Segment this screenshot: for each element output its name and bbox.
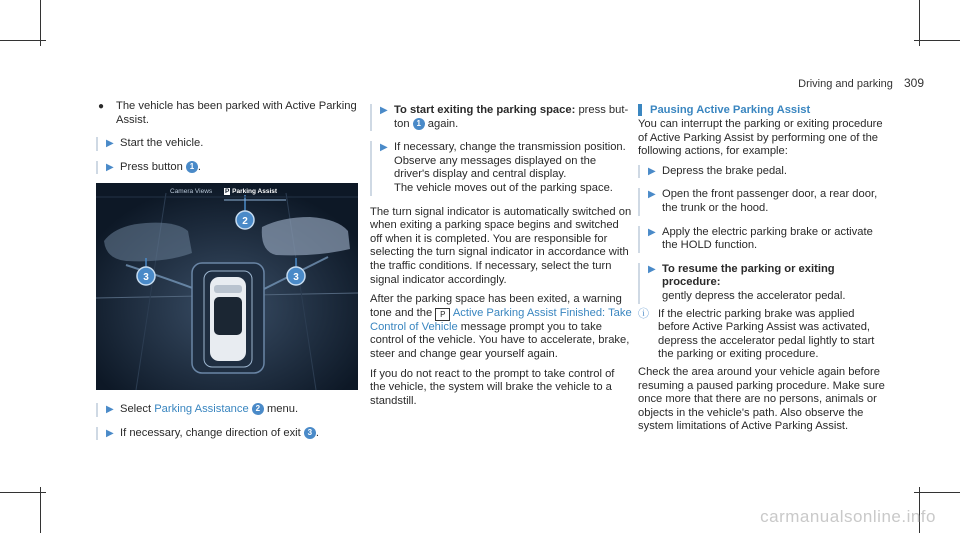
intro-paragraph: You can interrupt the parking or exiting procedure of Active Parking Assist by performing one of the following actions, for example: [638,118,883,158]
section-heading: Pausing Active Parking Assist [638,104,888,116]
callout-number: 1 [413,118,425,130]
callout-number: 3 [304,427,316,439]
option-parking-brake: ▶ Apply the electric parking brake or activate the HOLD function. [638,226,888,253]
bullet-icon: ● [98,101,105,112]
screen-illustration [96,183,358,390]
step-select-parking-assistance: ▶ Select Parking Assistance 2 menu. [96,403,358,417]
step-press-button: ▶ Press button 1 . [96,161,358,175]
crop-mark [914,40,960,41]
arrow-right-icon: ▶ [648,263,656,275]
svg-text:3: 3 [143,272,149,283]
crop-mark [914,492,960,493]
message-link: Active Parking Assist Finished: Take Control of Vehicle [370,306,632,333]
step-change-transmission: ▶ If necessary, change the transmission position. Observe any messages displayed on the driver's display and central display. The vehicle moves out of the parking space. [370,141,632,195]
turn-signal-paragraph: The turn signal indicator is automatically switched on when exiting a parking space begins and switched off when it is completed. You are responsible for selecting the turn signal indicator in accordance with the traffic conditions. If necessary, select the turn signal indicator accordingly. [370,205,632,286]
arrow-right-icon: ▶ [106,138,114,150]
callout-3-right [287,267,305,285]
intro-bullet: ● The vehicle has been parked with Active Parking Assist. [98,100,357,126]
parking-assist-icon: P [224,188,230,195]
arrow-right-icon: ▶ [380,142,388,154]
crop-mark [40,487,41,533]
column-1 [96,100,358,184]
step-change-direction: ▶ If necessary, change direction of exit 3 . [96,427,358,441]
info-note: ⓘ If the electric parking brake was applied before Active Parking Assist was activated, depress the accelerator pedal lightly to start the parking or exiting procedure. [638,307,875,361]
callout-3-left [137,267,155,285]
step-start-exiting: ▶ To start exiting the parking space: press button 1 again. [370,104,632,131]
option-door: ▶ Open the front passenger door, a rear door, the trunk or the hood. [638,188,888,215]
parking-assist-screen-image [96,183,358,390]
parking-assistance-link: Parking Assistance [154,403,249,415]
no-reaction-paragraph: If you do not react to the prompt to take control of the vehicle, the system will brake the vehicle to a standstill. [370,367,615,407]
info-icon: ⓘ [638,307,649,320]
arrow-right-icon: ▶ [380,105,388,116]
column-1-lower [96,403,358,450]
step-resume: ▶ To resume the parking or exiting procedure: gently depress the accelerator pedal. [638,263,888,304]
svg-text:3: 3 [293,272,299,283]
arrow-right-icon: ▶ [106,404,114,415]
after-exit-paragraph: After the parking space has been exited, a warning tone and the P Active Parking Assist Finished: Take Control of Vehicle message prompt you to take control of the vehicle. You have to accelerate, brake, steer and change gear yourself again. [370,293,632,360]
page-number: 309 [903,76,924,90]
watermark: carmanualsonline.info [760,507,936,526]
section-title: Driving and parking [798,78,893,90]
tab-camera-views[interactable]: Camera Views [170,188,213,195]
parking-assist-icon: P [435,308,450,321]
running-header [798,76,924,90]
callout-number: 2 [252,403,264,415]
option-brake: ▶ Depress the brake pedal. [638,165,888,179]
screen-tab-bar [170,188,277,195]
tab-parking-assist[interactable]: P Parking Assist [224,188,278,195]
arrow-right-icon: ▶ [648,189,656,201]
step-start-vehicle: ▶ Start the vehicle. [96,137,358,151]
arrow-right-icon: ▶ [648,226,656,238]
arrow-right-icon: ▶ [106,161,114,173]
column-3 [638,104,888,440]
callout-number: 1 [186,161,198,173]
closing-paragraph: Check the area around your vehicle again before resuming a paused parking procedure. Make sure once more that there are no persons, animals or objects in the vehicle's path. Also observe the system limitations of Active Parking Assist. [638,365,885,433]
arrow-right-icon: ▶ [106,427,114,439]
crop-mark [0,40,46,41]
arrow-right-icon: ▶ [648,165,656,177]
column-2 [370,104,632,414]
callout-2 [236,211,254,229]
crop-mark [0,492,46,493]
svg-text:2: 2 [242,216,248,227]
